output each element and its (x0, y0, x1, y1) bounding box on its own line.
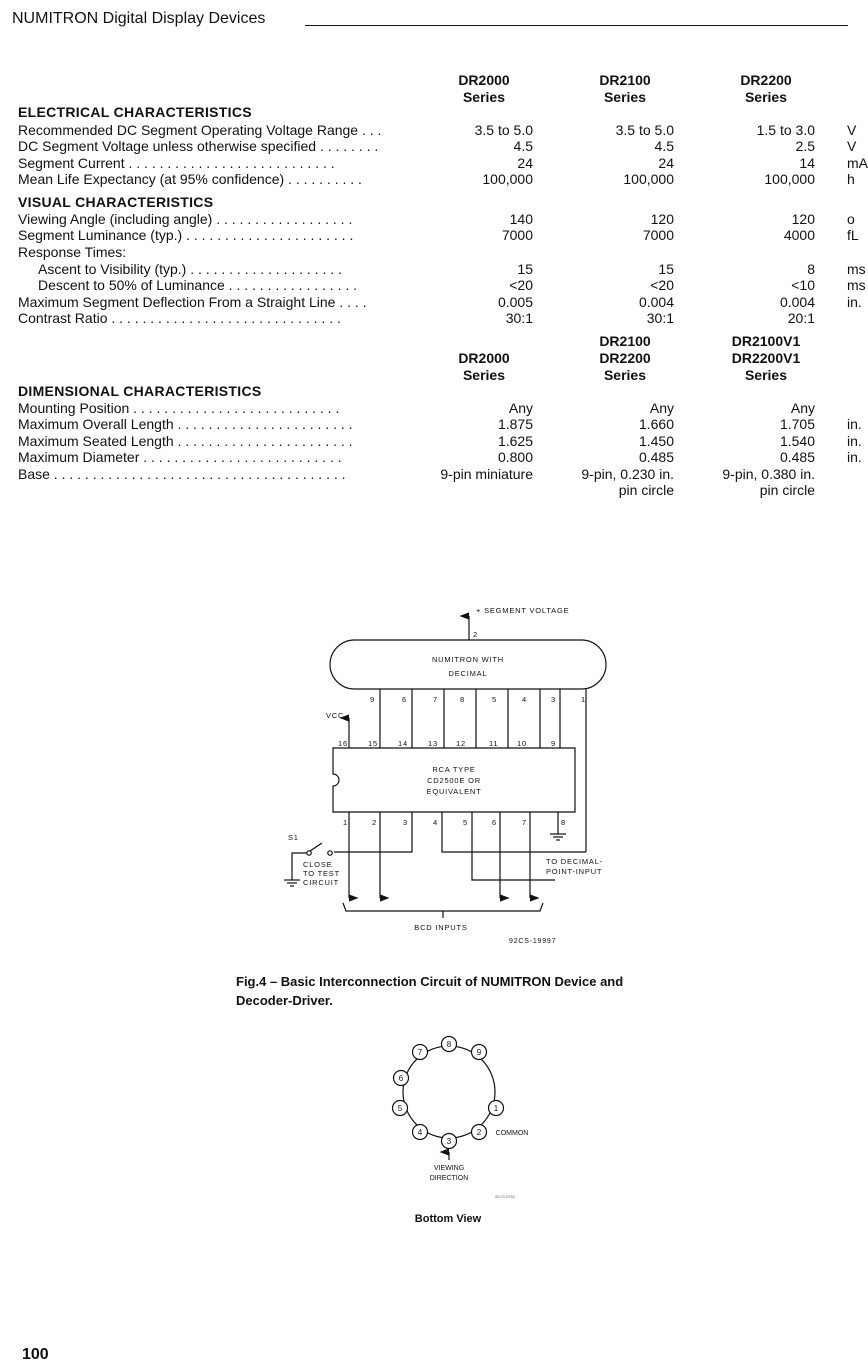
cell-value: Any (649, 400, 674, 416)
numitron-label: NUMITRON WITH (431, 655, 505, 664)
unit: h (847, 171, 855, 187)
numitron-label: DECIMAL (448, 669, 488, 678)
cell-value: 24 (658, 155, 674, 171)
row-label: Mounting Position . . . . . . . . . . . . . . . . . . . . . . . . . . . (18, 400, 340, 416)
cell-value: <20 (650, 277, 674, 293)
pin-label: 16 (338, 739, 348, 748)
pin-label: 3 (551, 695, 556, 704)
section-title: ELECTRICAL CHARACTERISTICS (18, 104, 252, 120)
pin-label: 3 (403, 818, 408, 827)
row-label: Segment Current . . . . . . . . . . . . . . . . . . . . . . . . . . . (18, 155, 335, 171)
cell-value: 120 (650, 211, 674, 227)
cell-value: 4000 (783, 227, 815, 243)
decimal-note: POINT-INPUT (546, 867, 603, 876)
numitron-block (330, 640, 606, 689)
pin-label: 7 (417, 1048, 423, 1057)
column-header: Series (462, 89, 506, 105)
row-label: Base . . . . . . . . . . . . . . . . . . . . . . . . . . . . . . . . . . . . . . (18, 466, 346, 482)
section-title: DIMENSIONAL CHARACTERISTICS (18, 383, 262, 399)
row-label: DC Segment Voltage unless otherwise specified . . . . . . . . (18, 138, 379, 154)
bcd-inputs-label: BCD INPUTS (414, 923, 468, 932)
column-header: Series (603, 367, 647, 383)
bottom-view-title: Bottom View (414, 1213, 482, 1225)
row-label: Maximum Seated Length . . . . . . . . . . . . . . . . . . . . . . . (18, 433, 353, 449)
unit: mA (847, 155, 868, 171)
cell-value: 9-pin miniature (440, 466, 533, 482)
cell-value: 4.5 (513, 138, 533, 154)
pin-label: 4 (522, 695, 527, 704)
cell-value: 0.004 (779, 294, 815, 310)
cell-value: 0.005 (497, 294, 533, 310)
column-header: DR2200 (740, 72, 792, 88)
figure-code: 92CS-19997 (509, 938, 557, 945)
common-label: COMMON (495, 1130, 529, 1137)
switch-note: CIRCUIT (303, 878, 340, 887)
switch-label: S1 (288, 833, 299, 842)
column-header: DR2100 (599, 333, 651, 349)
pin-label: 9 (551, 739, 556, 748)
row-label: Ascent to Visibility (typ.) . . . . . . . . . . . . . . . . . . . . (38, 261, 342, 277)
switch-s1 (310, 843, 322, 851)
segment-pin-label: 2 (473, 630, 478, 639)
cell-value: 30:1 (646, 310, 674, 326)
cell-value: 9-pin, 0.380 in. (722, 466, 815, 482)
pin-label: 5 (397, 1104, 403, 1113)
cell-value: 4.5 (654, 138, 674, 154)
page-header-title: NUMITRON Digital Display Devices (12, 10, 266, 27)
pin-label: 2 (372, 818, 377, 827)
row-label: Recommended DC Segment Operating Voltage Range . . . (18, 122, 382, 138)
chip-label: RCA TYPE (432, 765, 476, 774)
pin-label: 8 (561, 818, 566, 827)
cell-value: 1.660 (638, 416, 674, 432)
pin-label: 1 (493, 1104, 499, 1113)
pin-label: 8 (446, 1040, 452, 1049)
pin-label: 9 (370, 695, 375, 704)
cell-value: 1.540 (779, 433, 815, 449)
vcc-label: VCC (326, 711, 345, 720)
column-header: Series (744, 89, 788, 105)
unit: V (847, 122, 857, 138)
cell-value: 0.485 (779, 449, 815, 465)
cell-value: Any (508, 400, 533, 416)
cell-value: 7000 (501, 227, 533, 243)
pin-label: 10 (517, 739, 527, 748)
switch-note: TO TEST (303, 869, 340, 878)
column-header: DR2200V1 (731, 350, 801, 366)
section-title: VISUAL CHARACTERISTICS (18, 194, 214, 210)
cell-value: 1.625 (497, 433, 533, 449)
page-number: 100 (22, 1346, 49, 1363)
pin-label: 2 (476, 1128, 482, 1137)
unit: in. (847, 294, 862, 310)
cell-value: 15 (658, 261, 674, 277)
viewing-direction-label: VIEWING (433, 1165, 465, 1172)
chip-label: CD2500E OR (427, 776, 481, 785)
row-label: Mean Life Expectancy (at 95% confidence) . . . . . . . . . . (18, 171, 362, 187)
pin-label: 6 (402, 695, 407, 704)
pin-label: 13 (428, 739, 438, 748)
figure-caption: Fig.4 – Basic Interconnection Circuit of NUMITRON Device and Decoder-Driver. (236, 974, 624, 1008)
unit: in. (847, 433, 862, 449)
cell-value: 1.450 (638, 433, 674, 449)
cell-value: <20 (509, 277, 533, 293)
cell-value: 100,000 (764, 171, 815, 187)
cell-value: 7000 (642, 227, 674, 243)
pin-label: 6 (398, 1074, 404, 1083)
pin-label: 5 (492, 695, 497, 704)
pin-label: 3 (446, 1137, 452, 1146)
unit: V (847, 138, 857, 154)
cell-value: 30:1 (505, 310, 533, 326)
cell-value: 100,000 (623, 171, 674, 187)
cell-value: 1.875 (497, 416, 533, 432)
pin-label: 7 (433, 695, 438, 704)
pin-label: 9 (476, 1048, 482, 1057)
cell-value: pin circle (618, 482, 674, 498)
pin-label: 11 (489, 739, 499, 748)
column-header: DR2100 (599, 72, 651, 88)
cell-value: 20:1 (787, 310, 815, 326)
unit: in. (847, 449, 862, 465)
cell-value: 2.5 (795, 138, 815, 154)
column-header: Series (462, 367, 506, 383)
unit: ms (847, 261, 866, 277)
viewing-direction-label: DIRECTION (429, 1175, 469, 1182)
column-header: DR2000 (458, 72, 510, 88)
cell-value: 15 (517, 261, 533, 277)
unit: ms (847, 277, 866, 293)
bcd-brace (343, 903, 543, 918)
row-label: Contrast Ratio . . . . . . . . . . . . . . . . . . . . . . . . . . . . . . (18, 310, 341, 326)
pin-label: 4 (433, 818, 438, 827)
chip-label: EQUIVALENT (426, 787, 482, 796)
cell-value: 1.705 (779, 416, 815, 432)
row-label: Viewing Angle (including angle) . . . . . . . . . . . . . . . . . . (18, 211, 353, 227)
pin-label: 4 (417, 1128, 423, 1137)
column-header: Series (603, 89, 647, 105)
pin-label: 5 (463, 818, 468, 827)
figure-code: 92CS-5751 (494, 1194, 516, 1199)
pin-label: 8 (460, 695, 465, 704)
pin-label: 14 (398, 739, 408, 748)
pin-label: 12 (456, 739, 466, 748)
cell-value: 120 (791, 211, 815, 227)
cell-value: pin circle (759, 482, 815, 498)
row-label: Descent to 50% of Luminance . . . . . . . . . . . . . . . . . (38, 277, 358, 293)
cell-value: 3.5 to 5.0 (474, 122, 533, 138)
cell-value: 8 (807, 261, 815, 277)
pin-label: 15 (368, 739, 378, 748)
cell-value: 1.5 to 3.0 (756, 122, 815, 138)
column-header: Series (744, 367, 788, 383)
cell-value: <10 (791, 277, 815, 293)
row-label: Maximum Segment Deflection From a Straight Line . . . . (18, 294, 367, 310)
column-header: DR2100V1 (731, 333, 801, 349)
row-label: Segment Luminance (typ.) . . . . . . . . . . . . . . . . . . . . . . (18, 227, 354, 243)
pin-label: 6 (492, 818, 497, 827)
row-label: Response Times: (18, 244, 127, 260)
cell-value: 3.5 to 5.0 (615, 122, 674, 138)
cell-value: 0.800 (497, 449, 533, 465)
cell-value: 0.004 (638, 294, 674, 310)
row-label: Maximum Overall Length . . . . . . . . . . . . . . . . . . . . . . . (18, 416, 353, 432)
column-header: DR2200 (599, 350, 651, 366)
pin-label: 1 (581, 695, 586, 704)
unit: in. (847, 416, 862, 432)
cell-value: Any (790, 400, 815, 416)
cell-value: 24 (517, 155, 533, 171)
pin-label: 1 (343, 818, 348, 827)
decimal-note: TO DECIMAL- (546, 857, 604, 866)
cell-value: 100,000 (482, 171, 533, 187)
cell-value: 14 (799, 155, 815, 171)
segment-voltage-label: + SEGMENT VOLTAGE (476, 606, 570, 615)
pin-label: 7 (522, 818, 527, 827)
cell-value: 140 (509, 211, 533, 227)
column-header: DR2000 (458, 350, 510, 366)
row-label: Maximum Diameter . . . . . . . . . . . . . . . . . . . . . . . . . . (18, 449, 342, 465)
cell-value: 9-pin, 0.230 in. (581, 466, 674, 482)
unit: o (847, 211, 855, 227)
cell-value: 0.485 (638, 449, 674, 465)
switch-note: CLOSE (303, 860, 333, 869)
unit: fL (847, 227, 859, 243)
